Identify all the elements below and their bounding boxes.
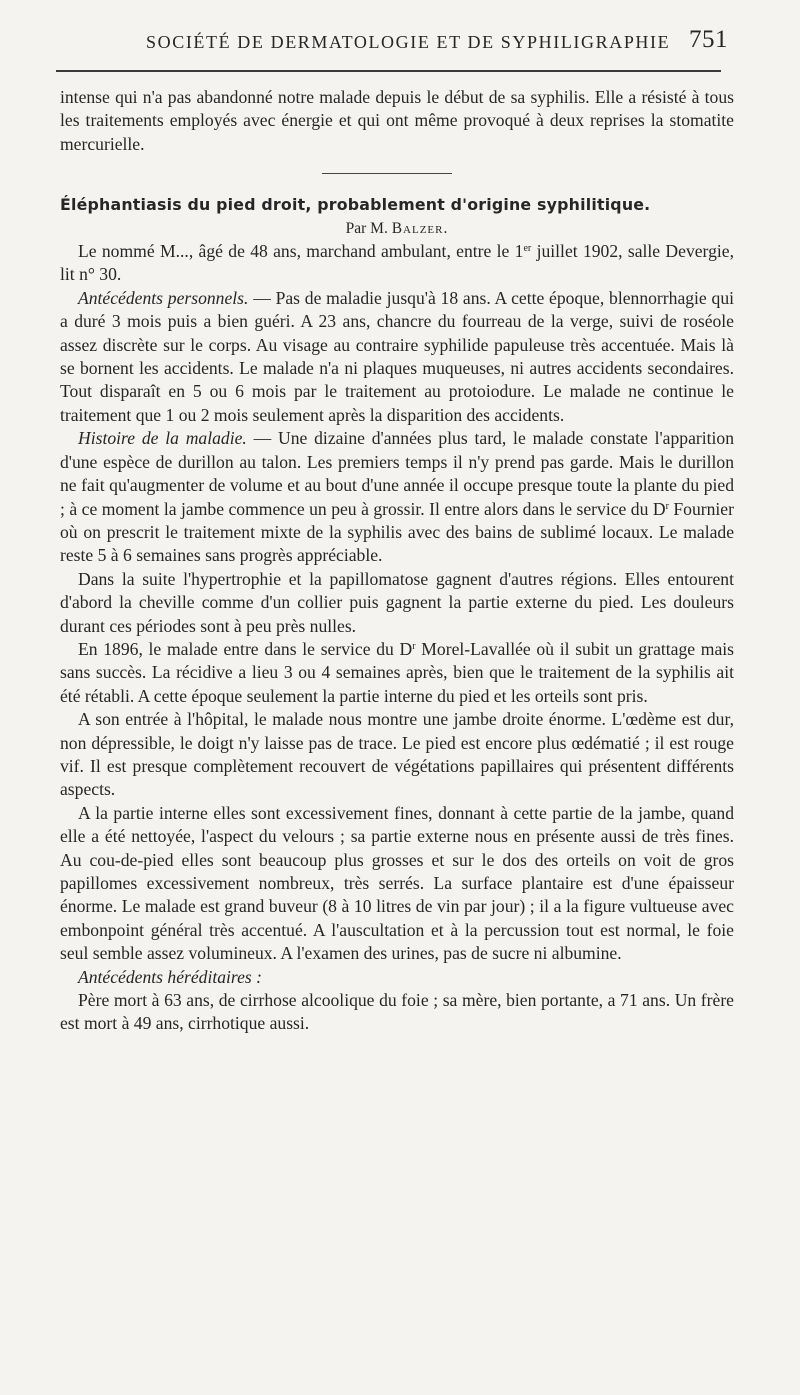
suite-paragraph: Dans la suite l'hypertrophie et la papillomatose gagnent d'autres régions. Elles entourent d'abord la cheville comme d'un collier puis gagnent la partie externe du pied. Les douleurs durant ces périodes sont à peu près nulles.	[60, 568, 734, 636]
intro-text: Le nommé M..., âgé de 48 ans, marchand ambulant, entre le 1	[78, 241, 524, 262]
histoire-paragraph	[60, 427, 734, 567]
hereditaires-heading: Antécédents héréditaires :	[78, 966, 263, 987]
histoire-label: Histoire de la maladie.	[78, 428, 247, 449]
year-1896-superscript: r	[412, 640, 416, 652]
continuation-paragraph: intense qui n'a pas abandonné notre malade depuis le début de sa syphilis. Elle a résisté à tous les traitements employés avec énergie et qui ont même provoqué à deux reprises la stomatite mercurielle.	[60, 87, 734, 154]
antecedents-text: — Pas de maladie jusqu'à 18 ans. A cette époque, blennorrhagie qui a duré 3 mois puis a bien guéri. A 23 ans, chancre du fourreau de la verge, suivi de roséole assez discrète sur le corps. Au visage au contraire syphilide papuleuse très accentuée. Mais là se bornent les accidents. Le malade n'a ni plaques muqueuses, ni autres accidents secondaires. Tout disparaît en 5 ou 6 mois par le traitement au protoiodure. Le malade ne continue le traitement que 1 ou 2 mois seulement après la disparition des accidents.	[60, 287, 735, 425]
year-1896-text-end: Morel-Lavallée où il subit un grattage mais sans succès. La récidive a lieu 3 ou 4 semaines après, bien que le traitement de la syphilis ait été rétabli. A cette époque seulement la partie interne du pied et les orteils sont pris.	[60, 638, 735, 706]
antecedents-label: Antécédents personnels.	[78, 287, 249, 308]
patient-intro-paragraph	[60, 240, 734, 287]
pere-paragraph: Père mort à 63 ans, de cirrhose alcoolique du foie ; sa mère, bien portante, a 71 ans. Un frère est mort à 49 ans, cirrhotique aussi.	[60, 990, 734, 1034]
byline-prefix: Par M.	[345, 219, 388, 237]
byline-author: Balzer.	[391, 219, 449, 237]
year-1896-paragraph	[60, 638, 734, 708]
antecedents-paragraph	[60, 287, 734, 427]
histoire-text: — Une dizaine d'années plus tard, le malade constate l'apparition d'une espèce de durillon au talon. Les premiers temps il n'y prend pas garde. Mais le durillon ne fait qu'augmenter de volume et au bout d'une année il occupe presque toute la plante du pied ; à ce moment la jambe commence un peu à grossir. Il entre alors dans le service du D	[60, 428, 734, 519]
header-rule	[56, 70, 721, 72]
histoire-superscript: r	[665, 500, 669, 512]
journal-title: SOCIÉTÉ DE DERMATOLOGIE ET DE SYPHILIGRAPHIE	[146, 32, 671, 52]
page-number: 751	[689, 26, 728, 53]
article-title: Éléphantiasis du pied droit, probablement d'origine syphilitique.	[60, 195, 651, 215]
body-text	[60, 86, 734, 1036]
intro-superscript: er	[523, 243, 532, 255]
histoire-text-end: Fournier où on prescrit le traitement mixte de la syphilis avec des bains de sublimé locaux. Le malade reste 5 à 6 semaines sans progrès appréciable.	[60, 498, 734, 566]
entree-paragraph: A son entrée à l'hôpital, le malade nous montre une jambe droite énorme. L'œdème est dur, non dépressible, le doigt n'y laisse pas de trace. Le pied est encore plus œdématié ; il est rouge vif. Il est presque complètement recouvert de végétations papillaires qui présentent différents aspects.	[60, 709, 734, 800]
intro-text-end: juillet 1902, salle Devergie, lit n° 30.	[60, 241, 734, 285]
interne-paragraph: A la partie interne elles sont excessivement fines, donnant à cette partie de la jambe, quand elle a été nettoyée, l'aspect du velours ; sa partie externe nous en présente aussi de très fines. Au cou-de-pied elles sont beaucoup plus grosses et sur le dos des orteils on voit de gros papillomes excessivement nombreux, très serrés. La surface plantaire est d'une épaisseur énorme. Le malade est grand buveur (8 à 10 litres de vin par jour) ; il a la figure vultueuse avec embonpoint général très accentué. A l'auscultation et à la percussion tout est normal, le foie seul semble assez volumineux. A l'examen des urines, pas de sucre ni albumine.	[60, 802, 734, 964]
section-separator	[322, 173, 452, 174]
year-1896-text: En 1896, le malade entre dans le service du D	[78, 638, 413, 659]
running-head	[60, 28, 728, 62]
byline	[60, 217, 734, 240]
